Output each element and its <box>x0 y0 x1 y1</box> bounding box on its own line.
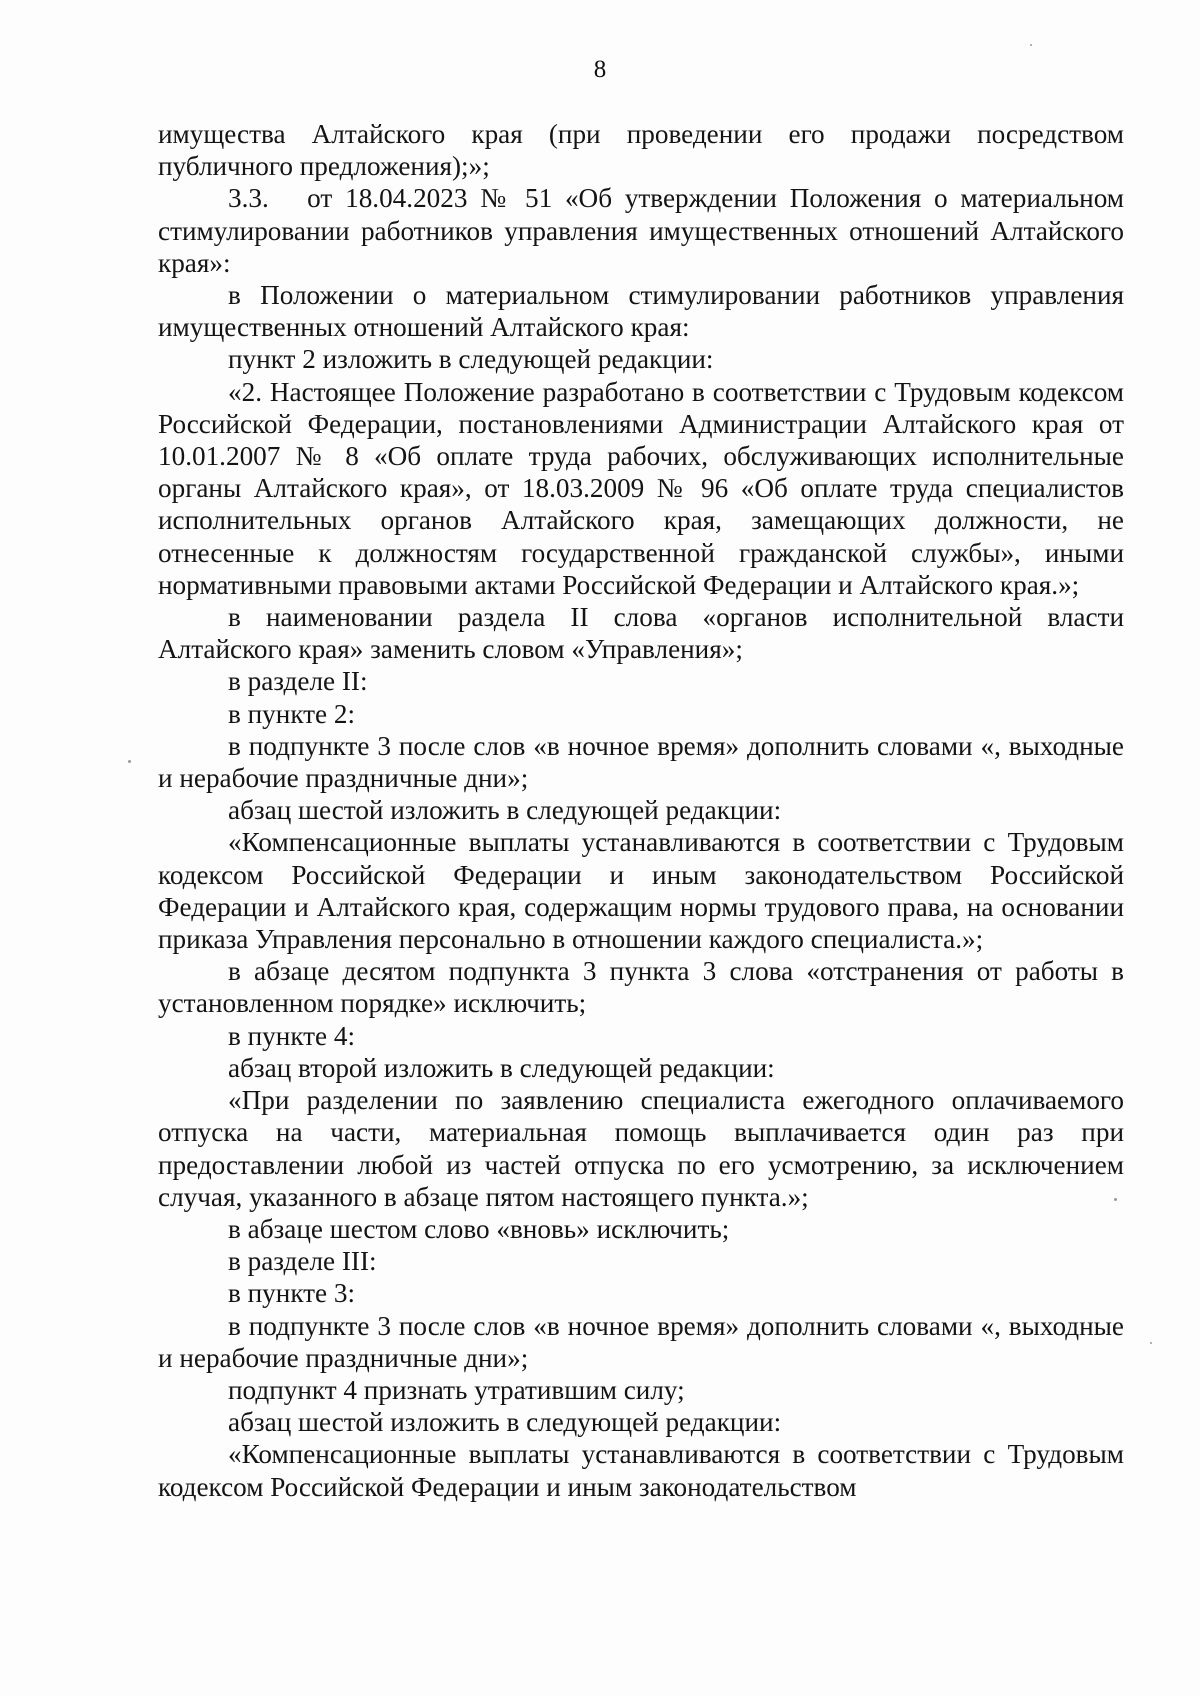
paragraph: «2. Настоящее Положение разработано в соответствии с Трудовым кодексом Российской Федерации, постановлениями Администрации Алтайского края от 10.01.2007 № 8 «Об оплате труда рабочих, обслуживающих исполнительные органы Алтайского края», от 18.03.2009 № 96 «Об оплате труда специалистов исполнительных органов Алтайского края, замещающих должности, не отнесенные к должностям государственной гражданской службы», иными нормативными правовыми актами Российской Федерации и Алтайского края.»; <box>158 376 1124 600</box>
scan-speck <box>1030 44 1032 46</box>
document-body <box>158 118 1124 1503</box>
page-number: 8 <box>593 56 607 83</box>
paragraph: подпункт 4 признать утратившим силу; <box>228 1374 685 1405</box>
paragraph: имущества Алтайского края (при проведении его продажи посредством публичного предложения);»; <box>158 119 1124 182</box>
paragraph: абзац шестой изложить в следующей редакции: <box>228 795 782 826</box>
paragraph: в абзаце десятом подпункта 3 пункта 3 слова «отстранения от работы в установленном порядке» исключить; <box>158 956 1124 1019</box>
paragraph: в разделе II: <box>228 666 368 697</box>
paragraph: абзац второй изложить в следующей редакции: <box>228 1052 775 1083</box>
scan-speck <box>1114 1198 1117 1201</box>
paragraph: пункт 2 изложить в следующей редакции: <box>228 344 714 375</box>
paragraph: «При разделении по заявлению специалиста ежегодного оплачиваемого отпуска на части, материальная помощь выплачивается один раз при предоставлении любой из частей отпуска по его усмотрению, за исключением случая, указанного в абзаце пятом настоящего пункта.»; <box>158 1085 1124 1212</box>
paragraph: в Положении о материальном стимулировании работников управления имущественных отношений Алтайского края: <box>158 280 1124 343</box>
paragraph: в разделе III: <box>228 1246 377 1277</box>
paragraph: в подпункте 3 после слов «в ночное время» дополнить словами «, выходные и нерабочие праздничные дни»; <box>158 730 1124 794</box>
paragraph: в пункте 3: <box>228 1278 356 1309</box>
scan-speck <box>1150 1342 1152 1344</box>
scan-speck <box>128 760 131 763</box>
paragraph: в наименовании раздела II слова «органов исполнительной власти Алтайского края» заменить словом «Управления»; <box>158 602 1124 665</box>
paragraph: в абзаце шестом слово «вновь» исключить; <box>228 1213 730 1244</box>
paragraph: в пункте 4: <box>228 1020 356 1051</box>
paragraph: в пункте 2: <box>228 698 356 729</box>
paragraph: абзац шестой изложить в следующей редакции: <box>228 1407 782 1438</box>
paragraph: в подпункте 3 после слов «в ночное время» дополнить словами «, выходные и нерабочие праздничные дни»; <box>158 1310 1124 1373</box>
paragraph: 3.3. от 18.04.2023 № 51 «Об утверждении Положения о материальном стимулировании работников управления имущественных отношений Алтайского края»: <box>158 183 1124 278</box>
paragraph: «Компенсационные выплаты устанавливаются в соответствии с Трудовым кодексом Российской Федерации и иным законодательством <box>158 1439 1124 1502</box>
paragraph: «Компенсационные выплаты устанавливаются в соответствии с Трудовым кодексом Российской Федерации и иным законодательством Российской Федерации и Алтайского края, содержащим нормы трудового права, на основании приказа Управления персонально в отношении каждого специалиста.»; <box>158 827 1124 955</box>
